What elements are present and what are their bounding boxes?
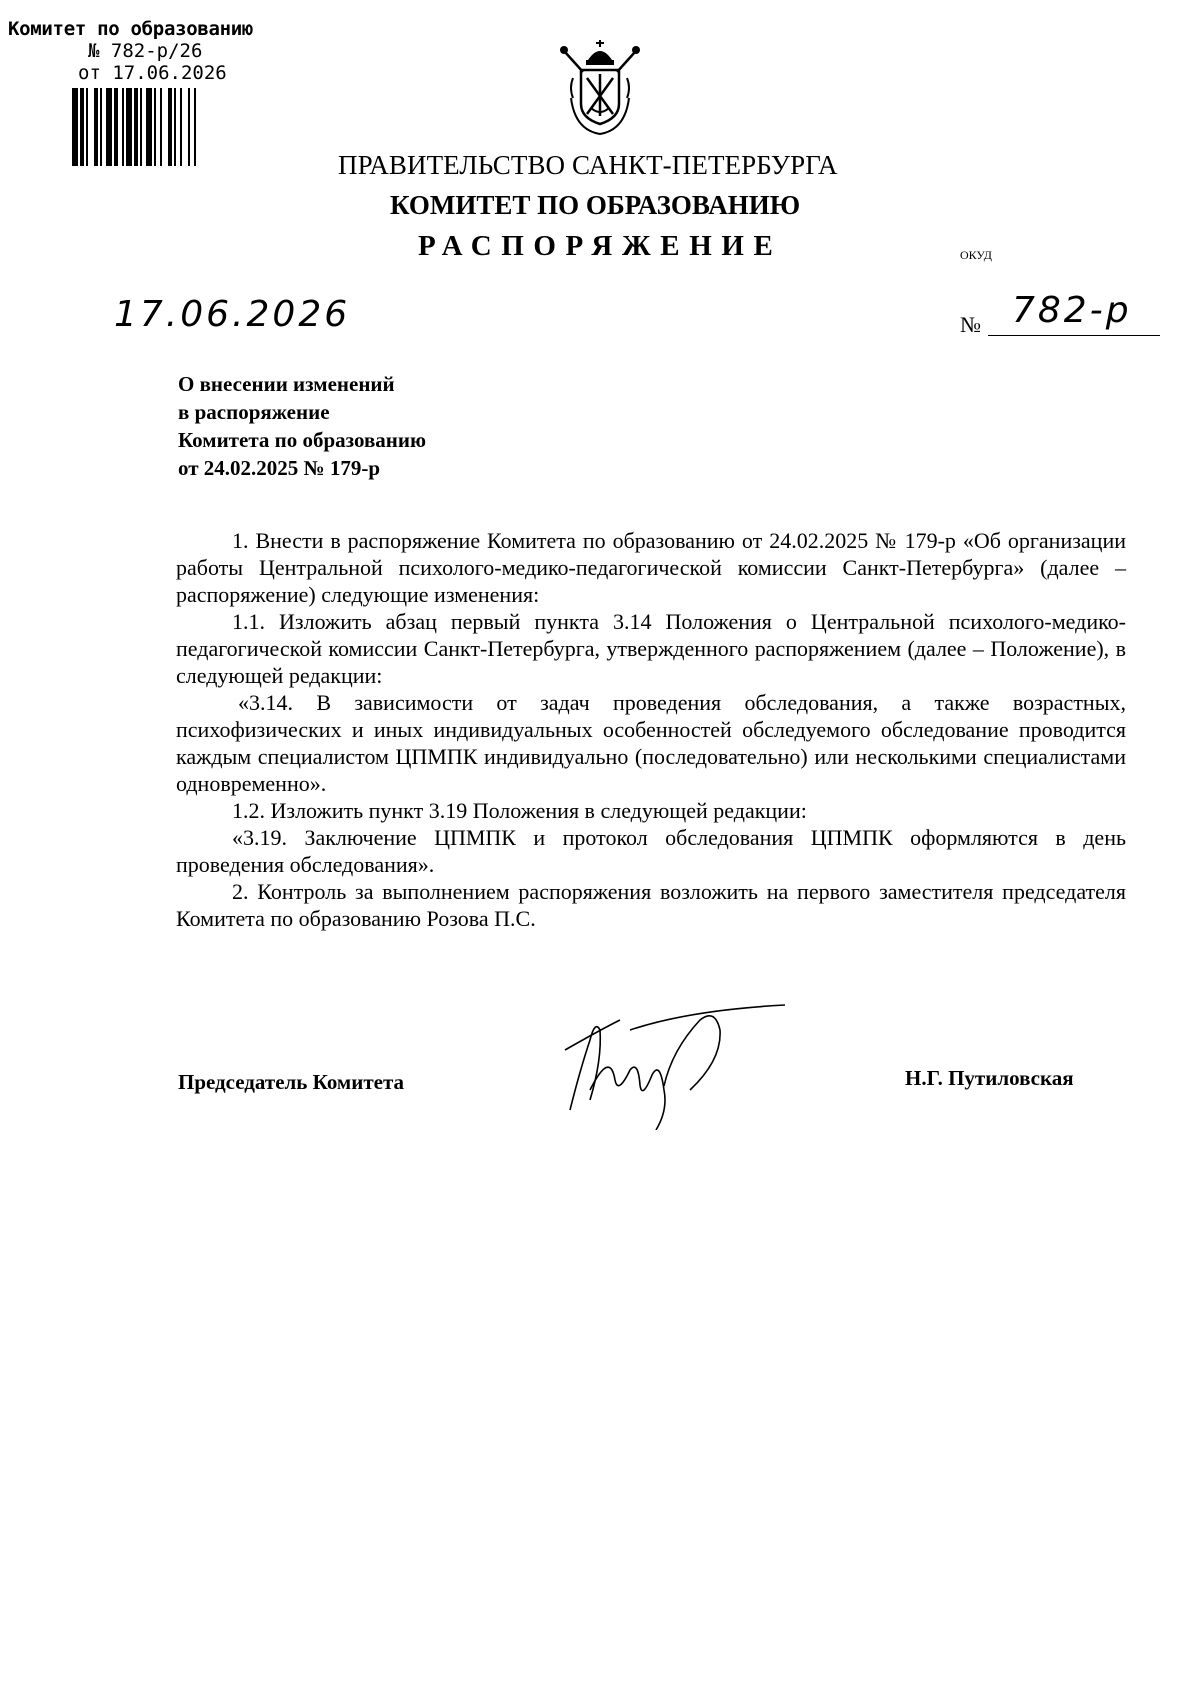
barcode-image — [72, 88, 222, 166]
registration-stamp — [8, 18, 278, 84]
committee-title: КОМИТЕТ ПО ОБРАЗОВАНИЮ — [390, 190, 801, 220]
government-title: ПРАВИТЕЛЬСТВО САНКТ-ПЕТЕРБУРГА — [338, 150, 838, 180]
handwritten-number: 782-р — [1012, 290, 1132, 331]
stamp-line-number: № 782-р/26 — [88, 40, 203, 62]
handwritten-date: 17.06.2026 — [114, 294, 351, 335]
document-body — [176, 527, 1126, 932]
subject-line: О внесении изменений — [178, 372, 395, 396]
document-subject — [178, 370, 538, 482]
stamp-line-organization: Комитет по образованию — [8, 18, 254, 40]
body-paragraph-1-2: 1.2. Изложить пункт 3.19 Положения в следующей редакции: — [232, 798, 807, 823]
body-quote-3-19: «3.19. Заключение ЦПМПК и протокол обследования ЦПМПК оформляются в день проведения обследования». — [176, 825, 1126, 877]
handwritten-signature — [560, 990, 790, 1130]
number-label: № — [960, 312, 981, 337]
number-underline — [988, 335, 1160, 336]
signatory-name: Н.Г. Путиловская — [905, 1066, 1074, 1090]
stamp-line-date: от 17.06.2026 — [78, 62, 227, 84]
subject-line: Комитета по образованию — [178, 428, 427, 452]
subject-line: в распоряжение — [178, 400, 330, 424]
body-paragraph-1: 1. Внести в распоряжение Комитета по образованию от 24.02.2025 № 179-р «Об организации работы Центральной психолого-медико-педагогической комиссии Санкт-Петербурга» (далее – распоряжение) следующие изменения: — [176, 528, 1126, 607]
document-type-title: РАСПОРЯЖЕНИЕ — [418, 230, 783, 262]
body-paragraph-2: 2. Контроль за выполнением распоряжения возложить на первого заместителя председателя Комитета по образованию Розова П.С. — [176, 879, 1126, 931]
body-quote-3-14: «3.14. В зависимости от задач проведения обследования, а также возрастных, психофизических и иных индивидуальных особенностей обследуемого обследование проводится каждым специалистом ЦПМПК индивидуально (последовательно) или несколькими специалистами одновременно». — [176, 690, 1126, 796]
body-paragraph-1-1: 1.1. Изложить абзац первый пункта 3.14 Положения о Центральной психолого-медико-педагогической комиссии Санкт-Петербурга, утвержденного распоряжением (далее – Положение), в следующей редакции: — [176, 609, 1126, 688]
subject-line: от 24.02.2025 № 179-р — [178, 456, 381, 480]
okud-label: ОКУД — [960, 248, 992, 262]
coat-of-arms-emblem — [555, 38, 645, 138]
signatory-role: Председатель Комитета — [178, 1070, 405, 1094]
